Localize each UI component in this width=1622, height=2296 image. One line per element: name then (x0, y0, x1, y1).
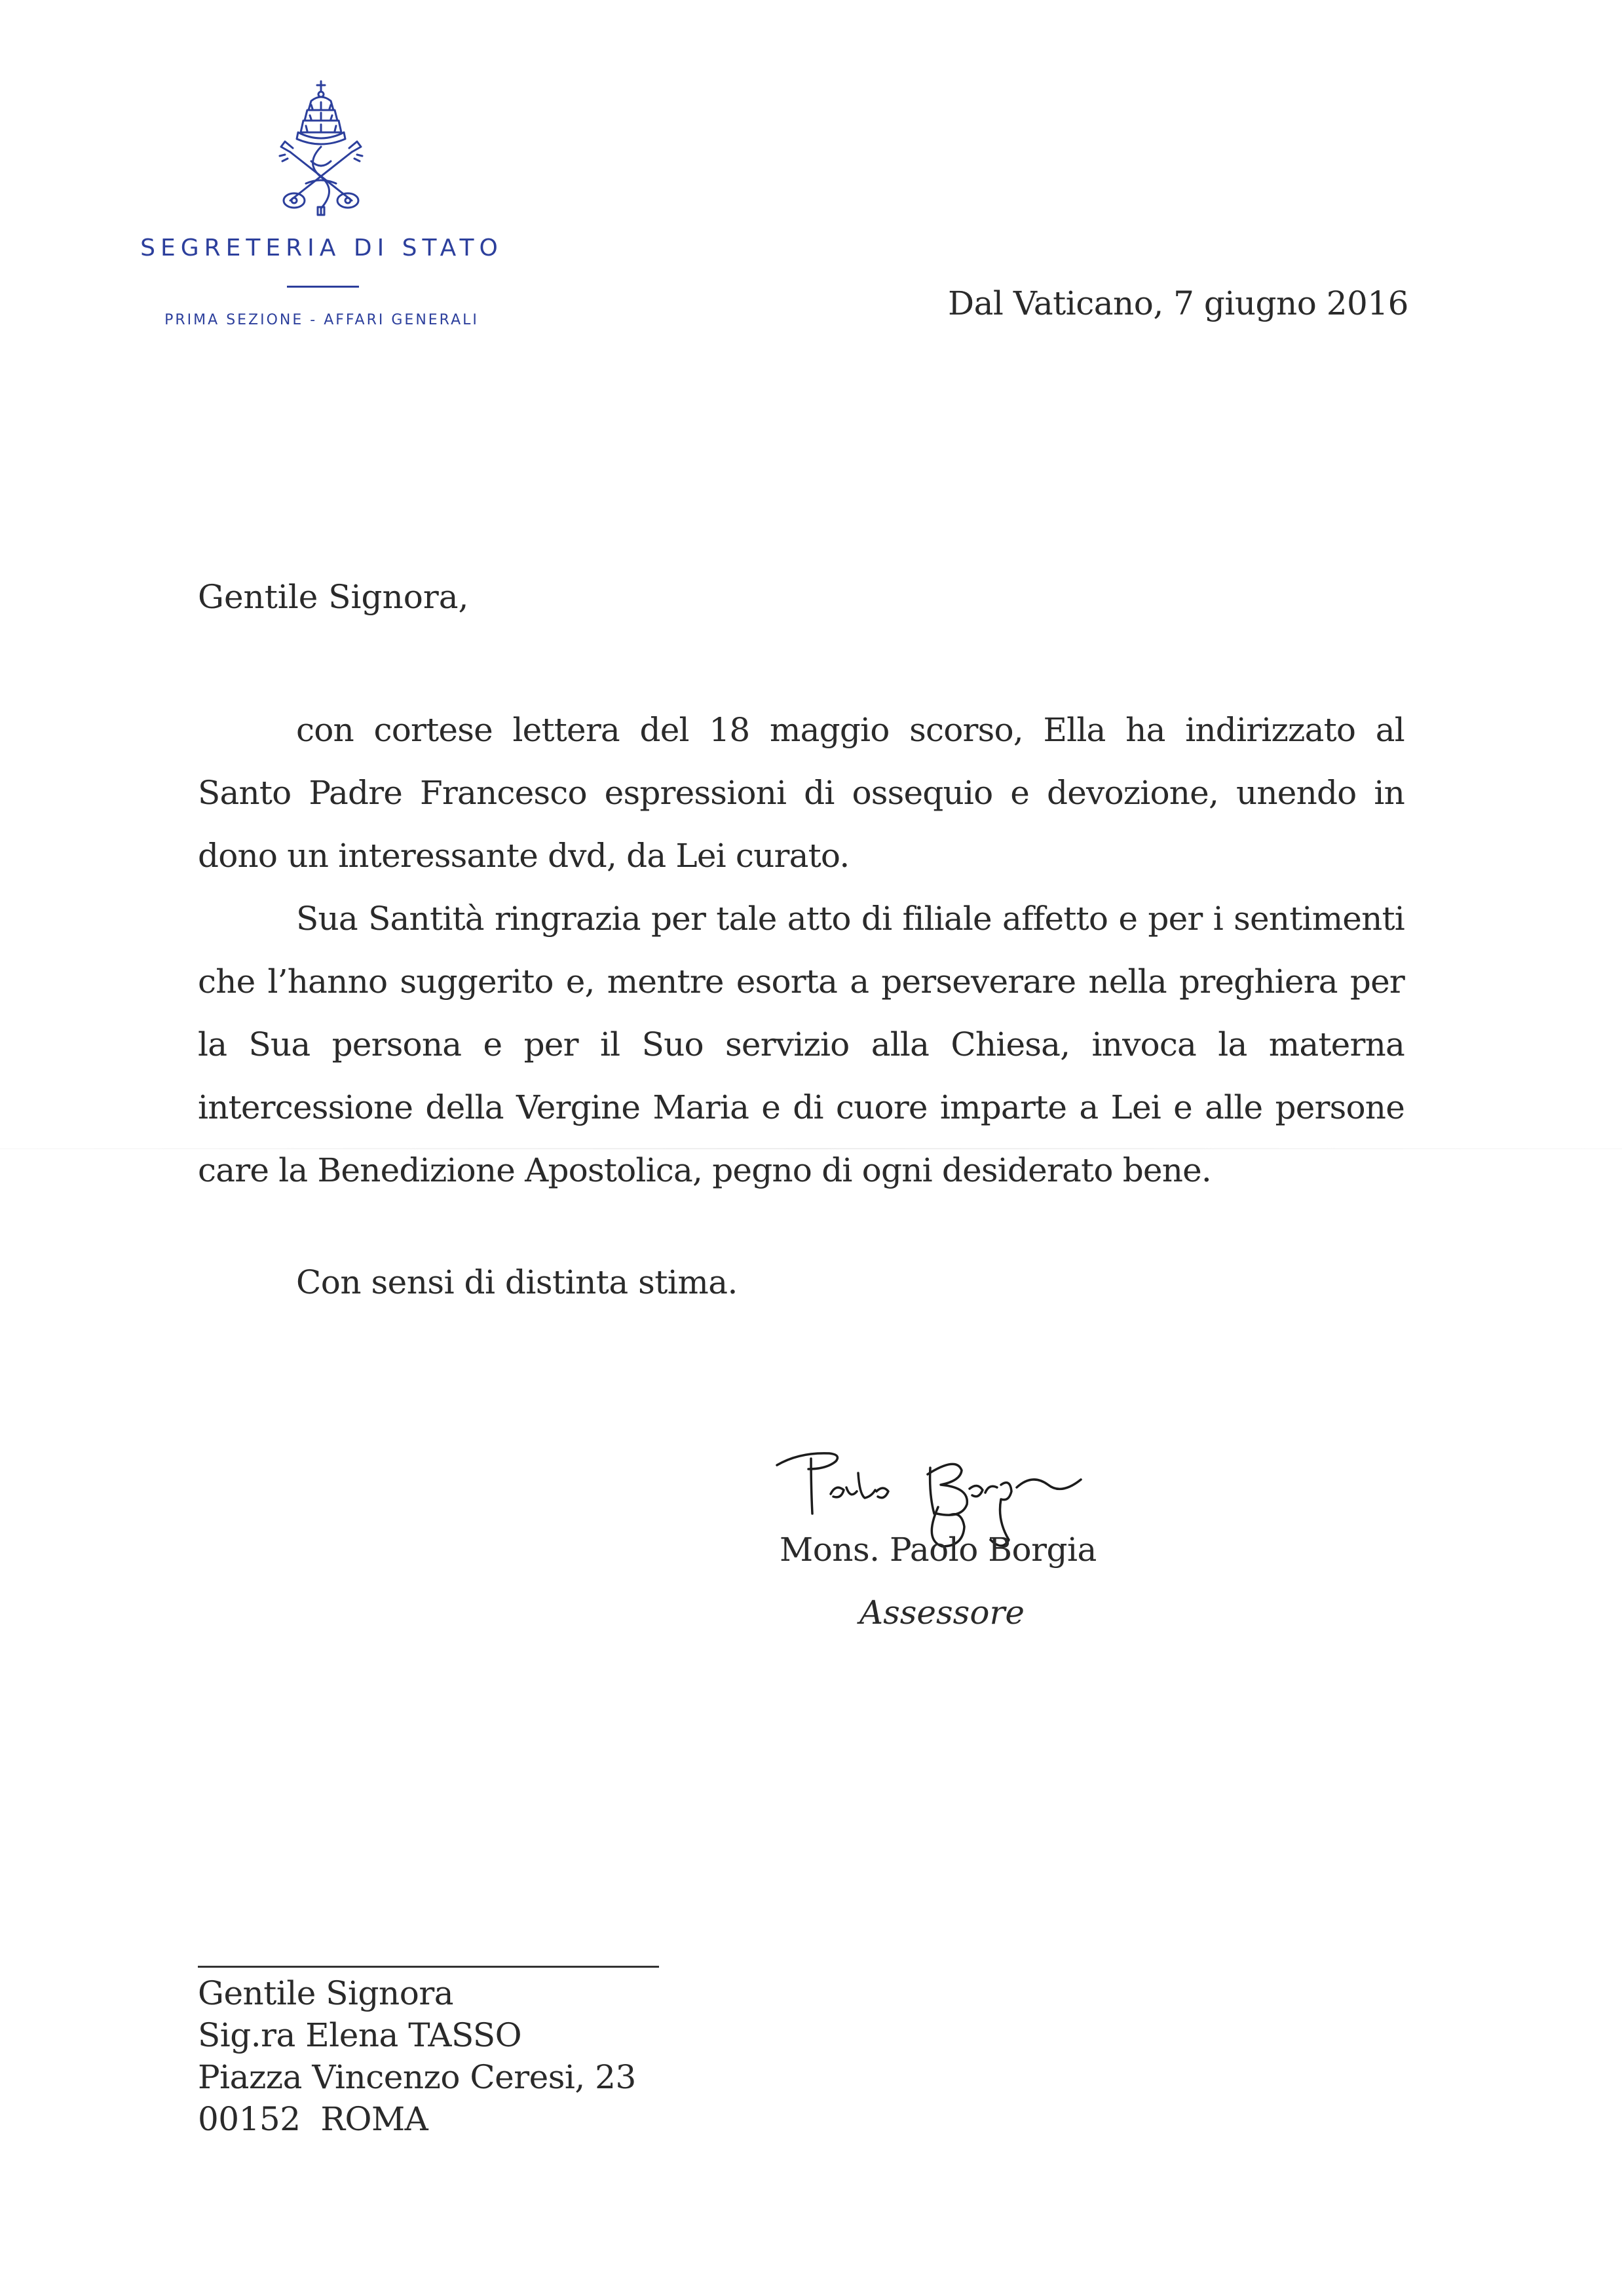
signer-title: Assessore (859, 1594, 1025, 1632)
office-name: SEGRETERIA DI STATO (140, 235, 503, 261)
recipient-line: Piazza Vincenzo Ceresi, 23 (198, 2058, 636, 2096)
body-paragraph: con cortese lettera del 18 maggio scorso, Ella ha indirizzato al Santo Padre Francesco espressioni di ossequio e devozione, unendo in dono un interessante dvd, da Lei curato. (198, 711, 1405, 875)
signer-name: Mons. Paolo Borgia (780, 1531, 1097, 1569)
recipient-line: Sig.ra Elena TASSO (198, 2016, 522, 2054)
dateline: Dal Vaticano, 7 giugno 2016 (948, 284, 1408, 322)
closing: Con sensi di distinta stima. (296, 1263, 738, 1301)
recipient-divider (198, 1966, 659, 1968)
salutation: Gentile Signora, (198, 578, 469, 616)
letterhead-divider (287, 286, 359, 288)
recipient-address (198, 1972, 636, 2140)
letter-body (198, 698, 1405, 1202)
recipient-line: Gentile Signora (198, 1974, 454, 2012)
papal-keys-tiara-icon (265, 79, 377, 216)
office-section: PRIMA SEZIONE - AFFARI GENERALI (164, 312, 479, 328)
recipient-line: 00152 ROMA (198, 2100, 428, 2138)
body-paragraph: Sua Santità ringrazia per tale atto di filiale affetto e per i sentimenti che l’hanno suggerito e, mentre esorta a perseverare nella preghiera per la Sua persona e per il Suo servizio alla Chiesa, invoca la materna intercessione della Vergine Maria e di cuore imparte a Lei e alle persone care la Benedizione Apostolica, pegno di ogni desiderato bene. (198, 900, 1405, 1189)
